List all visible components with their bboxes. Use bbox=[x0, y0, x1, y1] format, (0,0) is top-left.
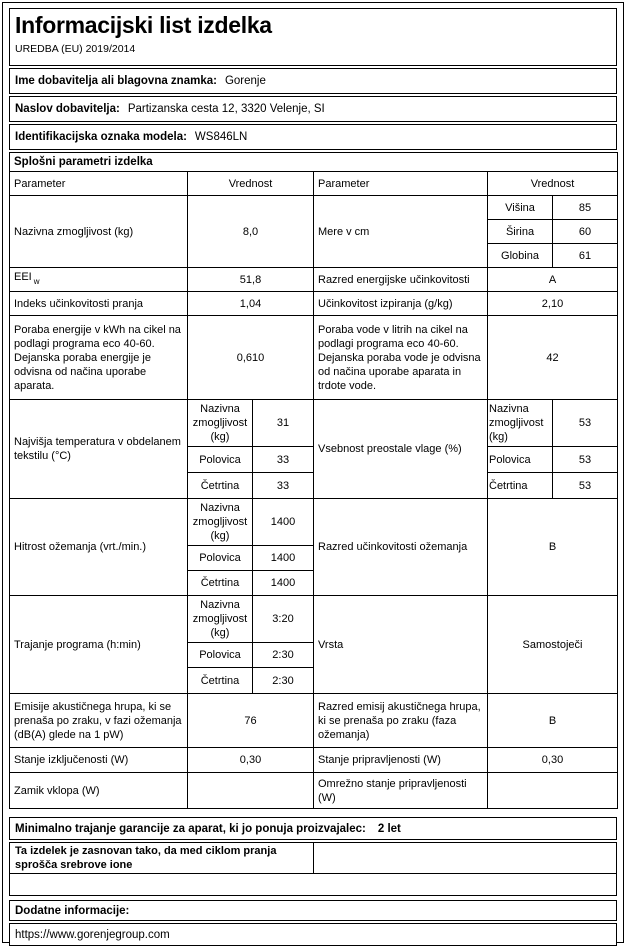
col-header-parameter-right: Parameter bbox=[314, 172, 488, 196]
silver-ions-block bbox=[9, 842, 617, 896]
noise-class-value: B bbox=[488, 694, 618, 748]
supplier-address-label: Naslov dobavitelja: bbox=[15, 103, 120, 115]
regulation-text: UREDBA (EU) 2019/2014 bbox=[15, 43, 136, 55]
duration-rated-label: Nazivna zmogljivost (kg) bbox=[188, 596, 253, 643]
table-row bbox=[10, 268, 618, 292]
website-link[interactable]: https://www.gorenjegroup.com bbox=[15, 928, 170, 941]
dimension-height-label: Višina bbox=[488, 196, 553, 220]
eei-value: 51,8 bbox=[188, 268, 314, 292]
supplier-address-value: Partizanska cesta 12, 3320 Velenje, SI bbox=[127, 103, 325, 115]
section-title: Splošni parametri izdelka bbox=[10, 153, 618, 172]
network-standby-value bbox=[488, 773, 618, 809]
spin-speed-half-value: 1400 bbox=[253, 546, 314, 571]
eei-subscript: w bbox=[33, 276, 40, 286]
max-temp-half-value: 33 bbox=[253, 447, 314, 473]
dimension-depth-value: 61 bbox=[553, 244, 618, 268]
document-content bbox=[9, 8, 617, 946]
website-row bbox=[9, 923, 617, 946]
network-standby-label: Omrežno stanje pripravljenosti (W) bbox=[314, 773, 488, 809]
max-temp-half-label: Polovica bbox=[188, 447, 253, 473]
wash-index-value: 1,04 bbox=[188, 292, 314, 316]
off-mode-value: 0,30 bbox=[188, 748, 314, 773]
table-row bbox=[10, 596, 618, 643]
warranty-label: Minimalno trajanje garancije za aparat, ki jo ponuja proizvajalec: bbox=[15, 822, 366, 835]
max-temp-rated-label: Nazivna zmogljivost (kg) bbox=[188, 400, 253, 447]
residual-moisture-half-label: Polovica bbox=[488, 447, 553, 473]
silver-ions-value-cell bbox=[314, 843, 616, 873]
noise-value: 76 bbox=[188, 694, 314, 748]
residual-moisture-half-value: 53 bbox=[553, 447, 618, 473]
dimension-depth-label: Globina bbox=[488, 244, 553, 268]
supplier-brand-value: Gorenje bbox=[224, 75, 266, 87]
dimension-width-label: Širina bbox=[488, 220, 553, 244]
spin-speed-rated-value: 1400 bbox=[253, 499, 314, 546]
off-mode-label: Stanje izključenosti (W) bbox=[10, 748, 188, 773]
residual-moisture-quarter-value: 53 bbox=[553, 473, 618, 499]
warranty-value: 2 let bbox=[377, 822, 401, 835]
max-temp-rated-value: 31 bbox=[253, 400, 314, 447]
energy-class-label: Razred energijske učinkovitosti bbox=[314, 268, 488, 292]
supplier-address-row bbox=[9, 96, 617, 122]
spin-speed-half-label: Polovica bbox=[188, 546, 253, 571]
delay-start-value bbox=[188, 773, 314, 809]
table-row bbox=[10, 316, 618, 400]
delay-start-label: Zamik vklopa (W) bbox=[10, 773, 188, 809]
dimension-height-value: 85 bbox=[553, 196, 618, 220]
col-header-parameter-left: Parameter bbox=[10, 172, 188, 196]
standby-label: Stanje pripravljenosti (W) bbox=[314, 748, 488, 773]
table-row bbox=[10, 292, 618, 316]
spin-speed-label: Hitrost ožemanja (vrt./min.) bbox=[10, 499, 188, 596]
duration-half-label: Polovica bbox=[188, 643, 253, 668]
supplier-brand-label: Ime dobavitelja ali blagovna znamka: bbox=[15, 75, 217, 87]
table-row bbox=[10, 196, 618, 220]
table-row bbox=[10, 400, 618, 447]
dimension-width-value: 60 bbox=[553, 220, 618, 244]
duration-label: Trajanje programa (h:min) bbox=[10, 596, 188, 694]
title-block bbox=[9, 8, 617, 66]
additional-info-row bbox=[9, 900, 617, 921]
table-row bbox=[10, 499, 618, 546]
spin-class-value: B bbox=[488, 499, 618, 596]
capacity-label: Nazivna zmogljivost (kg) bbox=[10, 196, 188, 268]
table-row bbox=[10, 773, 618, 809]
water-consumption-label: Poraba vode v litrih na cikel na podlagi programa eco 40-60. Dejanska poraba vode je odvisna od načina uporabe aparata in trdote vode. bbox=[314, 316, 488, 400]
warranty-row bbox=[9, 817, 617, 840]
rinse-value: 2,10 bbox=[488, 292, 618, 316]
spin-speed-quarter-label: Četrtina bbox=[188, 571, 253, 596]
parameters-table bbox=[9, 152, 618, 809]
wash-index-label: Indeks učinkovitosti pranja bbox=[10, 292, 188, 316]
residual-moisture-quarter-label: Četrtina bbox=[488, 473, 553, 499]
model-id-value: WS846LN bbox=[194, 131, 248, 143]
energy-consumption-value: 0,610 bbox=[188, 316, 314, 400]
energy-consumption-label: Poraba energije v kWh na cikel na podlagi programa eco 40-60. Dejanska poraba energije je odvisna od načina uporabe aparata. bbox=[10, 316, 188, 400]
dimensions-label: Mere v cm bbox=[314, 196, 488, 268]
table-row bbox=[10, 748, 618, 773]
rinse-label: Učinkovitost izpiranja (g/kg) bbox=[314, 292, 488, 316]
residual-moisture-label: Vsebnost preostale vlage (%) bbox=[314, 400, 488, 499]
empty-row bbox=[10, 873, 616, 895]
duration-quarter-value: 2:30 bbox=[253, 668, 314, 694]
page-title: Informacijski list izdelka bbox=[15, 12, 272, 38]
duration-rated-value: 3:20 bbox=[253, 596, 314, 643]
model-id-row bbox=[9, 124, 617, 150]
col-header-value-left: Vrednost bbox=[188, 172, 314, 196]
noise-label: Emisije akustičnega hrupa, ki se prenaša po zraku, v fazi ožemanja (dB(A) glede na 1 pW) bbox=[10, 694, 188, 748]
noise-class-label: Razred emisij akustičnega hrupa, ki se prenaša po zraku (faza ožemanja) bbox=[314, 694, 488, 748]
max-temp-quarter-label: Četrtina bbox=[188, 473, 253, 499]
type-value: Samostoječi bbox=[488, 596, 618, 694]
max-temp-quarter-value: 33 bbox=[253, 473, 314, 499]
duration-quarter-label: Četrtina bbox=[188, 668, 253, 694]
residual-moisture-rated-label: Nazivna zmogljivost (kg) bbox=[488, 400, 553, 447]
type-label: Vrsta bbox=[314, 596, 488, 694]
spin-speed-rated-label: Nazivna zmogljivost (kg) bbox=[188, 499, 253, 546]
max-temp-label: Najvišja temperatura v obdelanem tekstilu (°C) bbox=[10, 400, 188, 499]
model-id-label: Identifikacijska oznaka modela: bbox=[15, 131, 187, 143]
eei-label: EEI $_w$ bbox=[10, 268, 188, 292]
residual-moisture-rated-value: 53 bbox=[553, 400, 618, 447]
water-consumption-value: 42 bbox=[488, 316, 618, 400]
table-row bbox=[10, 694, 618, 748]
spin-speed-quarter-value: 1400 bbox=[253, 571, 314, 596]
capacity-value: 8,0 bbox=[188, 196, 314, 268]
standby-value: 0,30 bbox=[488, 748, 618, 773]
spin-class-label: Razred učinkovitosti ožemanja bbox=[314, 499, 488, 596]
col-header-value-right: Vrednost bbox=[488, 172, 618, 196]
supplier-brand-row bbox=[9, 68, 617, 94]
duration-half-value: 2:30 bbox=[253, 643, 314, 668]
additional-info-label: Dodatne informacije: bbox=[15, 904, 130, 917]
silver-ions-text: Ta izdelek je zasnovan tako, da med ciklom pranja sprošča srebrove ione bbox=[10, 843, 314, 873]
table-header-row bbox=[10, 172, 618, 196]
energy-class-value: A bbox=[488, 268, 618, 292]
